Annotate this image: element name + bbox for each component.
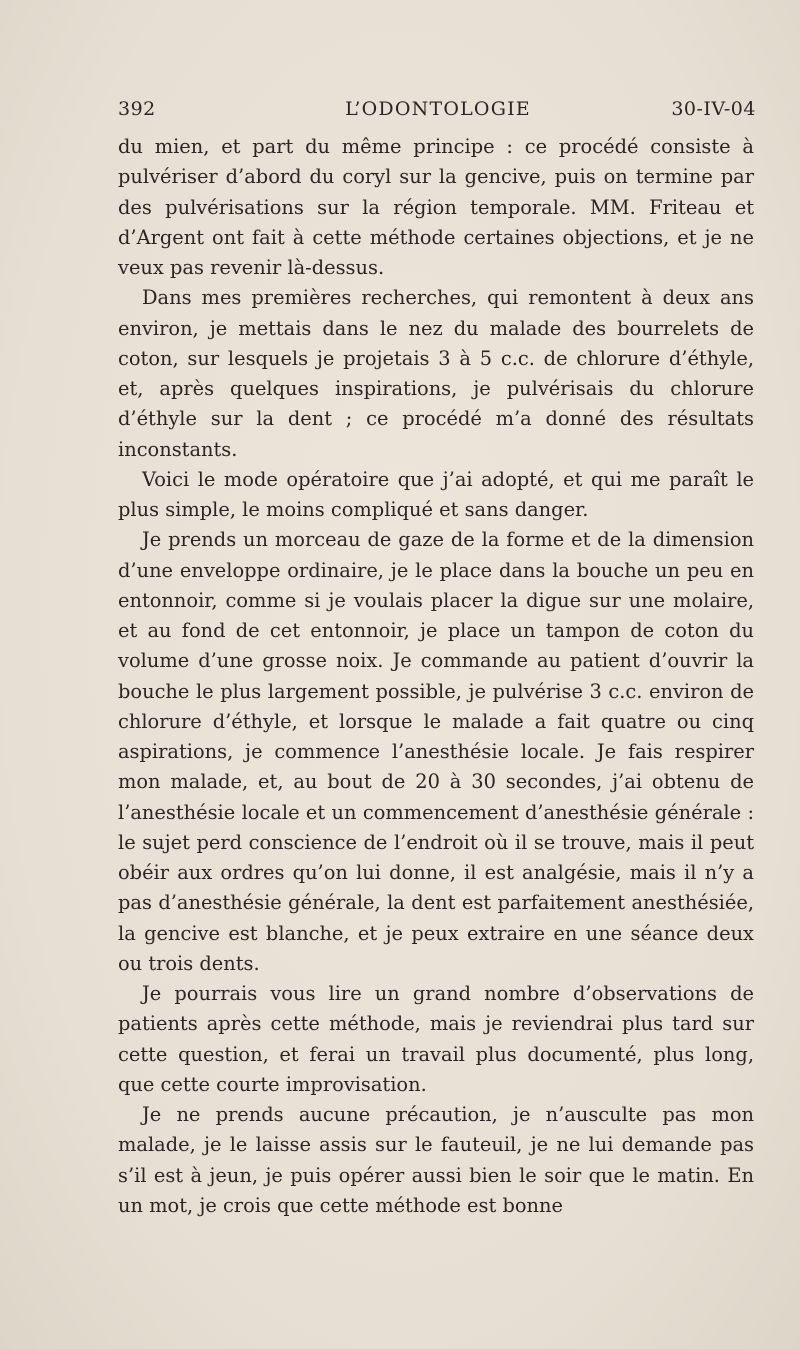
paragraph-first-research: Dans mes premières recherches, qui remontent à deux ans environ, je mettais dans le nez du malade des bourrelets de coton, sur lesquels je projetais 3 à 5 c.c. de chlorure d’éthyle, et, après quelques inspirations, je pulvérisais du chlorure d’éthyle sur la dent ; ce procédé m’a donné des résultats inconstants. bbox=[118, 286, 754, 461]
paragraph-procedure: Je prends un morceau de gaze de la forme et de la dimension d’une enveloppe ordinaire, je le place dans la bouche un peu en entonnoir, comme si je voulais placer la digue sur une molaire, et au fond de cet entonnoir, je place un tampon de coton du volume d’une grosse noix. Je commande au patient d’ouvrir la bouche le plus largement possible, je pulvérise 3 c.c. environ de chlorure d’éthyle, et lorsque le malade a fait quatre ou cinq aspirations, je commence l’anesthésie locale. Je fais respirer mon malade, et, au bout de 20 à 30 secondes, j’ai obtenu de l’anesthésie locale et un commencement d’anesthésie générale : le sujet perd conscience de l’endroit où il se trouve, mais il peut obéir aux ordres qu’on lui donne, il est analgésie, mais il n’y a pas d’anesthésie générale, la dent est parfaitement anesthésiée, la gencive est blanche, et je peux extraire en une séance deux ou trois dents. bbox=[118, 528, 754, 975]
journal-title: L’ODONTOLOGIE bbox=[345, 98, 531, 120]
paragraph-observations: Je pourrais vous lire un grand nombre d’observations de patients après cette méthode, mais je reviendrai plus tard sur cette question, et ferai un travail plus documenté, plus long, que cette courte improvisation. bbox=[118, 982, 754, 1096]
issue-date: 30-IV-04 bbox=[671, 98, 756, 120]
paragraph-continuation: du mien, et part du même principe : ce procédé consiste à pulvériser d’abord du coryl sur la gencive, puis on termine par des pulvérisations sur la région temporale. MM. Friteau et d’Argent ont fait à cette méthode certaines objections, et je ne veux pas revenir là-dessus. bbox=[118, 135, 754, 279]
paragraph-operating-mode: Voici le mode opératoire que j’ai adopté, et qui me paraît le plus simple, le moins compliqué et sans danger. bbox=[118, 467, 754, 521]
body-text bbox=[118, 132, 754, 1221]
paragraph-precautions: Je ne prends aucune précaution, je n’ausculte pas mon malade, je le laisse assis sur le fauteuil, je ne lui demande pas s’il est à jeun, je puis opérer aussi bien le soir que le matin. En un mot, je crois que cette méthode est bonne bbox=[118, 1103, 754, 1217]
running-header bbox=[118, 98, 758, 128]
page-number: 392 bbox=[118, 98, 156, 120]
